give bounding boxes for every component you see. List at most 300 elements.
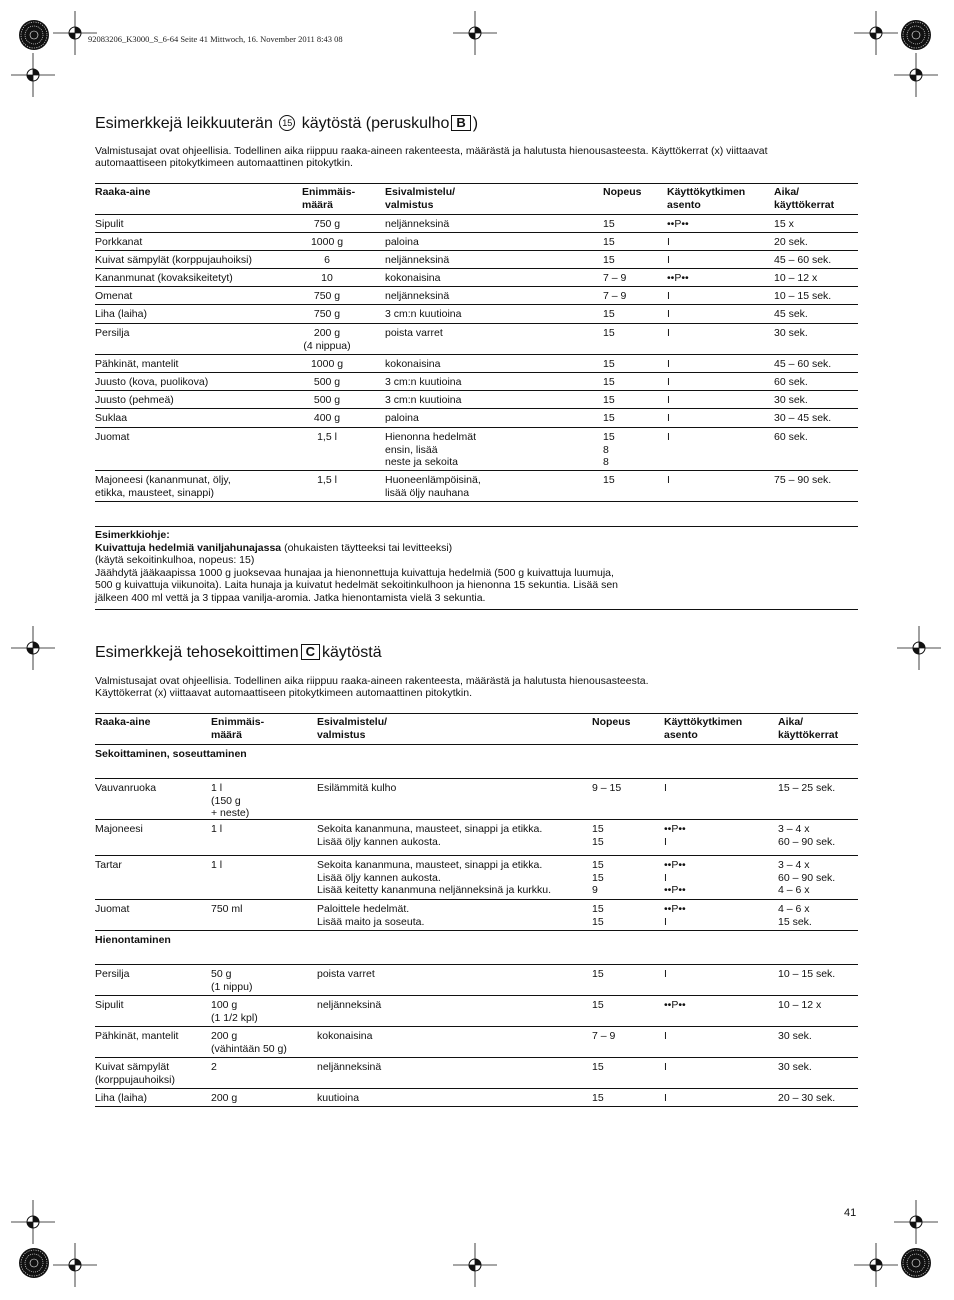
cell-line: 45 – 60 sek. [774,358,832,370]
cell-line: 7 – 9 [603,272,627,284]
cell-line: 45 sek. [774,308,808,320]
cell-line: 8 [603,456,609,468]
table-cell [603,358,615,371]
table-cell [774,358,831,371]
cell-line: Lisää keitetty kananmuna neljänneksinä ja kurkku. [317,884,552,896]
table-cell [592,823,604,848]
recipe-title: Kuivattuja hedelmiä vaniljahunajassa [95,541,282,554]
table-header-row [95,183,858,215]
table-cell [774,327,808,340]
cell-line: 100 g [211,999,238,1011]
cell-line: I [664,968,667,980]
cell-line: I [667,394,670,406]
cell-line: ••P•• [664,823,686,835]
table-cell [317,1092,359,1105]
column-header-line: Enimmäis- [211,716,265,728]
table-cell [603,412,615,425]
cell-line: Lisää öljy kannen aukosta. [317,835,441,848]
table-cell [95,859,122,872]
cell-line: (vähintään 50 g) [211,1042,287,1055]
table-row [95,304,858,324]
table-cell [603,308,615,321]
table-cell [774,412,831,425]
blade-number-icon: 15 [279,115,295,131]
cell-line: I [664,835,667,848]
cell-line: I [667,358,670,370]
column-header [385,186,455,211]
cell-line: 1000 g [310,358,344,370]
cell-line: kokonaisina [385,358,441,370]
table-cell [774,254,831,267]
bowl-letter-badge: B [451,115,470,131]
table-cell [317,1061,381,1074]
table-cell [603,474,615,487]
cell-line: paloina [385,412,419,424]
table-row [95,427,858,471]
table-cell [778,782,835,795]
cell-line: 15 [592,823,604,835]
cell-line: Persilja [95,327,130,339]
table-row [95,250,858,269]
table-row [95,232,858,251]
table-cell [211,903,243,916]
cell-line: Suklaa [95,412,128,424]
table-cell [592,1092,604,1105]
cell-line: (150 g [211,794,241,807]
section1-title [95,115,478,133]
cell-line: 15 [603,358,615,370]
table-cell [317,999,381,1012]
cell-line: Juomat [95,903,130,915]
table-cell [603,254,615,267]
cell-line: 50 g [211,968,232,980]
table-cell [385,358,440,371]
cell-line: I [667,474,670,486]
table-cell [385,236,419,249]
cell-line: 15 sek. [778,915,812,928]
section1-intro [95,145,855,169]
cell-line: Liha (laiha) [95,1092,147,1104]
table-cell [774,272,817,285]
recipe-line: Jäähdytä jääkaapissa 1000 g juoksevaa hunajaa ja hienonnettuja kuivattuja hedelmiä (500 g kuivattuja luumuja, [95,566,614,579]
cell-line: 10 [321,272,333,284]
example-recipe [95,529,618,604]
table-cell [667,290,670,303]
column-header [302,186,355,211]
table-cell [302,376,352,389]
recipe-line: (käytä sekoitinkulhoa, nopeus: 15) [95,554,255,566]
cell-line: 15 [603,254,615,266]
table-cell [95,327,129,340]
page-number: 41 [844,1207,857,1219]
cell-line: Lisää maito ja soseuta. [317,915,425,928]
table-row [95,995,858,1027]
cell-line: I [667,290,670,302]
cell-line: Majoneesi (kananmunat, öljy, [95,474,231,486]
table-cell [664,1092,667,1105]
cell-line: 9 – 15 [592,782,622,794]
column-header [317,716,387,741]
cell-line: Sipulit [95,999,124,1011]
cell-line: Vauvanruoka [95,782,157,794]
cell-line: Majoneesi [95,823,143,835]
cell-line: 15 [603,474,615,486]
cell-line: Kananmunat (kovaksikeitetyt) [95,272,233,284]
cell-line: 3 cm:n kuutioina [385,394,462,406]
table-row [95,408,858,428]
table-cell [774,290,831,303]
table-cell [302,236,352,249]
table-row [95,372,858,391]
cell-line: ••P•• [664,903,686,915]
table-cell [95,782,156,795]
table-cell [774,431,808,444]
table-row [95,964,858,996]
cell-line: Sekoita kananmuna, mausteet, sinappi ja etikka. [317,823,543,835]
cell-line: (1 nippu) [211,980,253,993]
cell-line: 1 l [211,782,223,794]
column-header [603,186,642,199]
cell-line: 30 sek. [778,1030,812,1042]
cell-line: kuutioina [317,1092,360,1104]
table-cell [95,308,147,321]
cell-line: 15 x [774,218,794,230]
column-header [774,186,834,211]
table-cell [664,968,667,981]
cell-line: 1000 g [310,236,344,248]
section-heading-text: Hienontaminen [95,934,171,946]
cell-line: 750 ml [211,903,243,915]
cell-line: 15 [592,903,604,915]
table-row [95,354,858,373]
cell-line: 9 [592,884,598,896]
table-cell [603,272,626,285]
cell-line: 30 sek. [778,1061,812,1073]
cell-line: Sipulit [95,218,124,230]
column-header-line: Esivalmistelu/ [317,716,388,728]
table-cell [95,376,208,389]
cell-line: 15 [592,859,604,871]
cell-line: Juusto (kova, puolikova) [95,376,209,388]
divider [95,526,858,527]
table-cell [385,308,461,321]
table-cell [385,218,449,231]
table-cell [778,1030,812,1043]
cell-line: 1,5 l [317,431,337,443]
table-cell [95,1092,147,1105]
table-cell [667,358,670,371]
table-cell [667,308,670,321]
table-blender [95,713,858,1104]
table-cell [95,431,129,444]
table-cell [211,1092,237,1105]
table-cell [317,823,542,848]
table-cell [95,1030,178,1043]
table-row [95,819,858,856]
cell-line: 30 – 45 sek. [774,412,832,424]
cell-line: 15 [603,412,615,424]
column-header-line: valmistus [317,728,366,741]
cell-line: 3 cm:n kuutioina [385,308,462,320]
table-cell [664,782,667,795]
cell-line: I [664,782,667,794]
table-cell [95,968,129,981]
table-cell [667,376,670,389]
table-cell [667,394,670,407]
cell-line: 60 – 90 sek. [778,871,836,884]
cell-line: 15 [603,327,615,339]
table-cell [667,236,670,249]
table-cell [211,859,222,872]
cell-line: ••P•• [664,884,686,896]
cell-line: Lisää öljy kannen aukosta. [317,871,441,884]
intro-line: automaattiseen pitokytkimeen automaattinen pitokytkin. [95,157,353,169]
table-cell [774,218,794,231]
cell-line: Hienonna hedelmät [385,431,477,443]
table-cell [774,376,808,389]
table-row [95,1057,858,1089]
section2-title [95,644,382,662]
table-cell [664,859,686,897]
table-cell [592,782,621,795]
table-cell [385,394,461,407]
cell-line: 3 – 4 x [778,823,810,835]
cell-line: Liha (laiha) [95,308,147,320]
table-cell [778,859,835,897]
column-header-line: asento [664,728,698,741]
cell-line: etikka, mausteet, sinappi) [95,486,215,499]
cell-line: I [667,236,670,248]
table-cell [664,1061,667,1074]
table-cell [778,968,835,981]
table-cell [385,431,476,469]
cell-line: Paloittele hedelmät. [317,903,410,915]
table-cell [95,394,174,407]
column-header-line: Raaka-aine [95,716,151,728]
cell-line: Juomat [95,431,130,443]
cell-line: 15 [592,999,604,1011]
cell-line: I [667,431,670,443]
cell-line: neljänneksinä [385,290,450,302]
table-cell [774,394,808,407]
cell-line: neljänneksinä [317,1061,382,1073]
cell-line: 200 g [211,1030,238,1042]
column-header-line: Nopeus [603,186,642,198]
table-cell [667,474,670,487]
cell-line: 45 – 60 sek. [774,254,832,266]
table-cell [95,218,124,231]
cell-line: 15 [592,835,604,848]
table-cell [385,412,419,425]
table-cell [774,308,808,321]
cell-line: 6 [324,254,330,266]
table-cell [667,327,670,340]
cell-line: (4 nippua) [303,339,351,352]
cell-line: ••P•• [667,218,689,230]
table-cell [211,782,249,820]
cell-line: Juusto (pehmeä) [95,394,174,406]
section1-title-post: ) [472,115,479,132]
table-cell [778,823,835,848]
table-cell [95,999,124,1012]
cell-line: neljänneksinä [385,218,450,230]
cell-line: 3 cm:n kuutioina [385,376,462,388]
cell-line: 4 – 6 x [778,903,810,915]
table-cell [211,823,222,836]
cell-line: I [667,308,670,320]
column-header-line: Esivalmistelu/ [385,186,456,198]
table-cell [667,218,689,231]
table-section-heading [95,744,858,779]
table-cell [603,394,615,407]
cell-line: I [664,1092,667,1104]
table-row [95,470,858,502]
table-cell [302,412,352,425]
column-header [211,716,264,741]
table-cell [774,474,831,487]
cell-line: Tartar [95,859,122,871]
column-header [95,186,150,199]
cell-line: 20 – 30 sek. [778,1092,836,1104]
cell-line: I [664,915,667,928]
table-cell [385,474,481,499]
recipe-note: (ohukaisten täytteeksi tai levitteeksi) [284,541,453,554]
table-row [95,778,858,820]
column-header-line: valmistus [385,198,434,211]
table-cutting-blade [95,183,858,503]
table-cell [302,394,352,407]
section1-title-mid: käytöstä (peruskulho [301,115,450,132]
cell-line: Pähkinät, mantelit [95,358,179,370]
cell-line: 10 – 12 x [778,999,822,1011]
blender-letter-badge: C [301,644,320,660]
cell-line: I [664,1061,667,1073]
cell-line: 15 [603,218,615,230]
table-cell [603,218,615,231]
table-cell [302,431,352,444]
cell-line: (1 1/2 kpl) [211,1011,258,1024]
table-cell [95,358,178,371]
table-cell [302,327,352,352]
cell-line: 200 g [313,327,341,339]
cell-line: 15 [592,871,604,884]
table-cell [774,236,808,249]
table-header-row [95,713,858,745]
cell-line: Pähkinät, mantelit [95,1030,179,1042]
column-header-line: Aika/ [774,186,800,198]
table-cell [778,903,812,928]
table-cell [592,1030,615,1043]
table-cell [667,272,689,285]
cell-line: ••P•• [664,859,686,871]
table-cell [211,1061,217,1074]
table-row [95,214,858,233]
column-header-line: Aika/ [778,716,804,728]
cell-line: 3 – 4 x [778,859,810,871]
divider [95,609,858,610]
table-cell [302,308,352,321]
column-header [664,716,742,741]
cell-line: 15 [603,394,615,406]
cell-line: ••P•• [667,272,689,284]
cell-line: 1,5 l [317,474,337,486]
table-cell [95,1061,175,1086]
cell-line: 750 g [313,218,341,230]
table-cell [317,968,375,981]
cell-line: (korppujauhoiksi) [95,1073,175,1086]
table-row [95,286,858,305]
cell-line: 200 g [211,1092,238,1104]
cell-line: 4 – 6 x [778,884,810,896]
cell-line: Persilja [95,968,130,980]
cell-line: Omenat [95,290,133,302]
table-row [95,855,858,900]
table-cell [603,431,615,469]
print-header: 92083206_K3000_S_6-64 Seite 41 Mittwoch, 16. November 2011 8:43 08 [88,34,343,44]
cell-line: paloina [385,236,419,248]
column-header [95,716,150,729]
column-header [667,186,745,211]
cell-line: 15 [592,1092,604,1104]
table-cell [95,474,231,499]
intro-line: Valmistusajat ovat ohjeellisia. Todellinen aika riippuu raaka-aineen rakenteesta, määrästä ja halutusta hienousasteesta. [95,675,649,687]
table-cell [95,823,143,836]
cell-line: 750 g [313,290,341,302]
cell-line: Kuivat sämpylät [95,1061,170,1073]
table-cell [317,782,396,795]
table-cell [317,1030,372,1043]
cell-line: 15 [592,915,604,928]
table-cell [385,290,449,303]
cell-line: I [667,412,670,424]
table-section-heading [95,930,858,965]
cell-line: 60 – 90 sek. [778,835,836,848]
table-cell [95,236,142,249]
cell-line: 20 sek. [774,236,808,248]
example-heading: Esimerkkiohje: [95,529,170,541]
table-cell [603,327,615,340]
recipe-line: jälkeen 400 ml vettä ja 3 tippaa vanilja-aromia. Jatka hienontamista vielä 3 sekuntia. [95,591,486,604]
cell-line: 400 g [313,412,341,424]
table-cell [592,859,604,897]
cell-line: 500 g [313,376,341,388]
column-header-line: Käyttökytkimen [664,716,743,728]
table-cell [211,999,258,1024]
cell-line: 60 sek. [774,431,808,443]
table-row [95,268,858,287]
table-cell [317,903,424,928]
section1-title-pre: Esimerkkejä leikkuuterän [95,115,273,132]
table-cell [664,1030,667,1043]
cell-line: 10 – 15 sek. [774,290,832,302]
table-cell [592,903,604,928]
table-cell [778,999,821,1012]
table-cell [664,903,686,928]
recipe-line: 500 g kuivattuja viikunoita). Laita hunaja ja kuivatut hedelmät sekoitinkulhoon ja hienonna 15 sekuntia. Lisää sen [95,579,619,591]
table-cell [302,272,352,285]
cell-line: 30 sek. [774,327,808,339]
table-cell [603,290,626,303]
table-cell [211,968,252,993]
table-cell [667,254,670,267]
cell-line: 8 [603,443,609,456]
cell-line: I [664,871,667,884]
table-row [95,1026,858,1058]
table-cell [95,272,233,285]
column-header-line: käyttökerrat [778,728,839,741]
cell-line: 2 [211,1061,217,1073]
cell-line: poista varret [317,968,375,980]
